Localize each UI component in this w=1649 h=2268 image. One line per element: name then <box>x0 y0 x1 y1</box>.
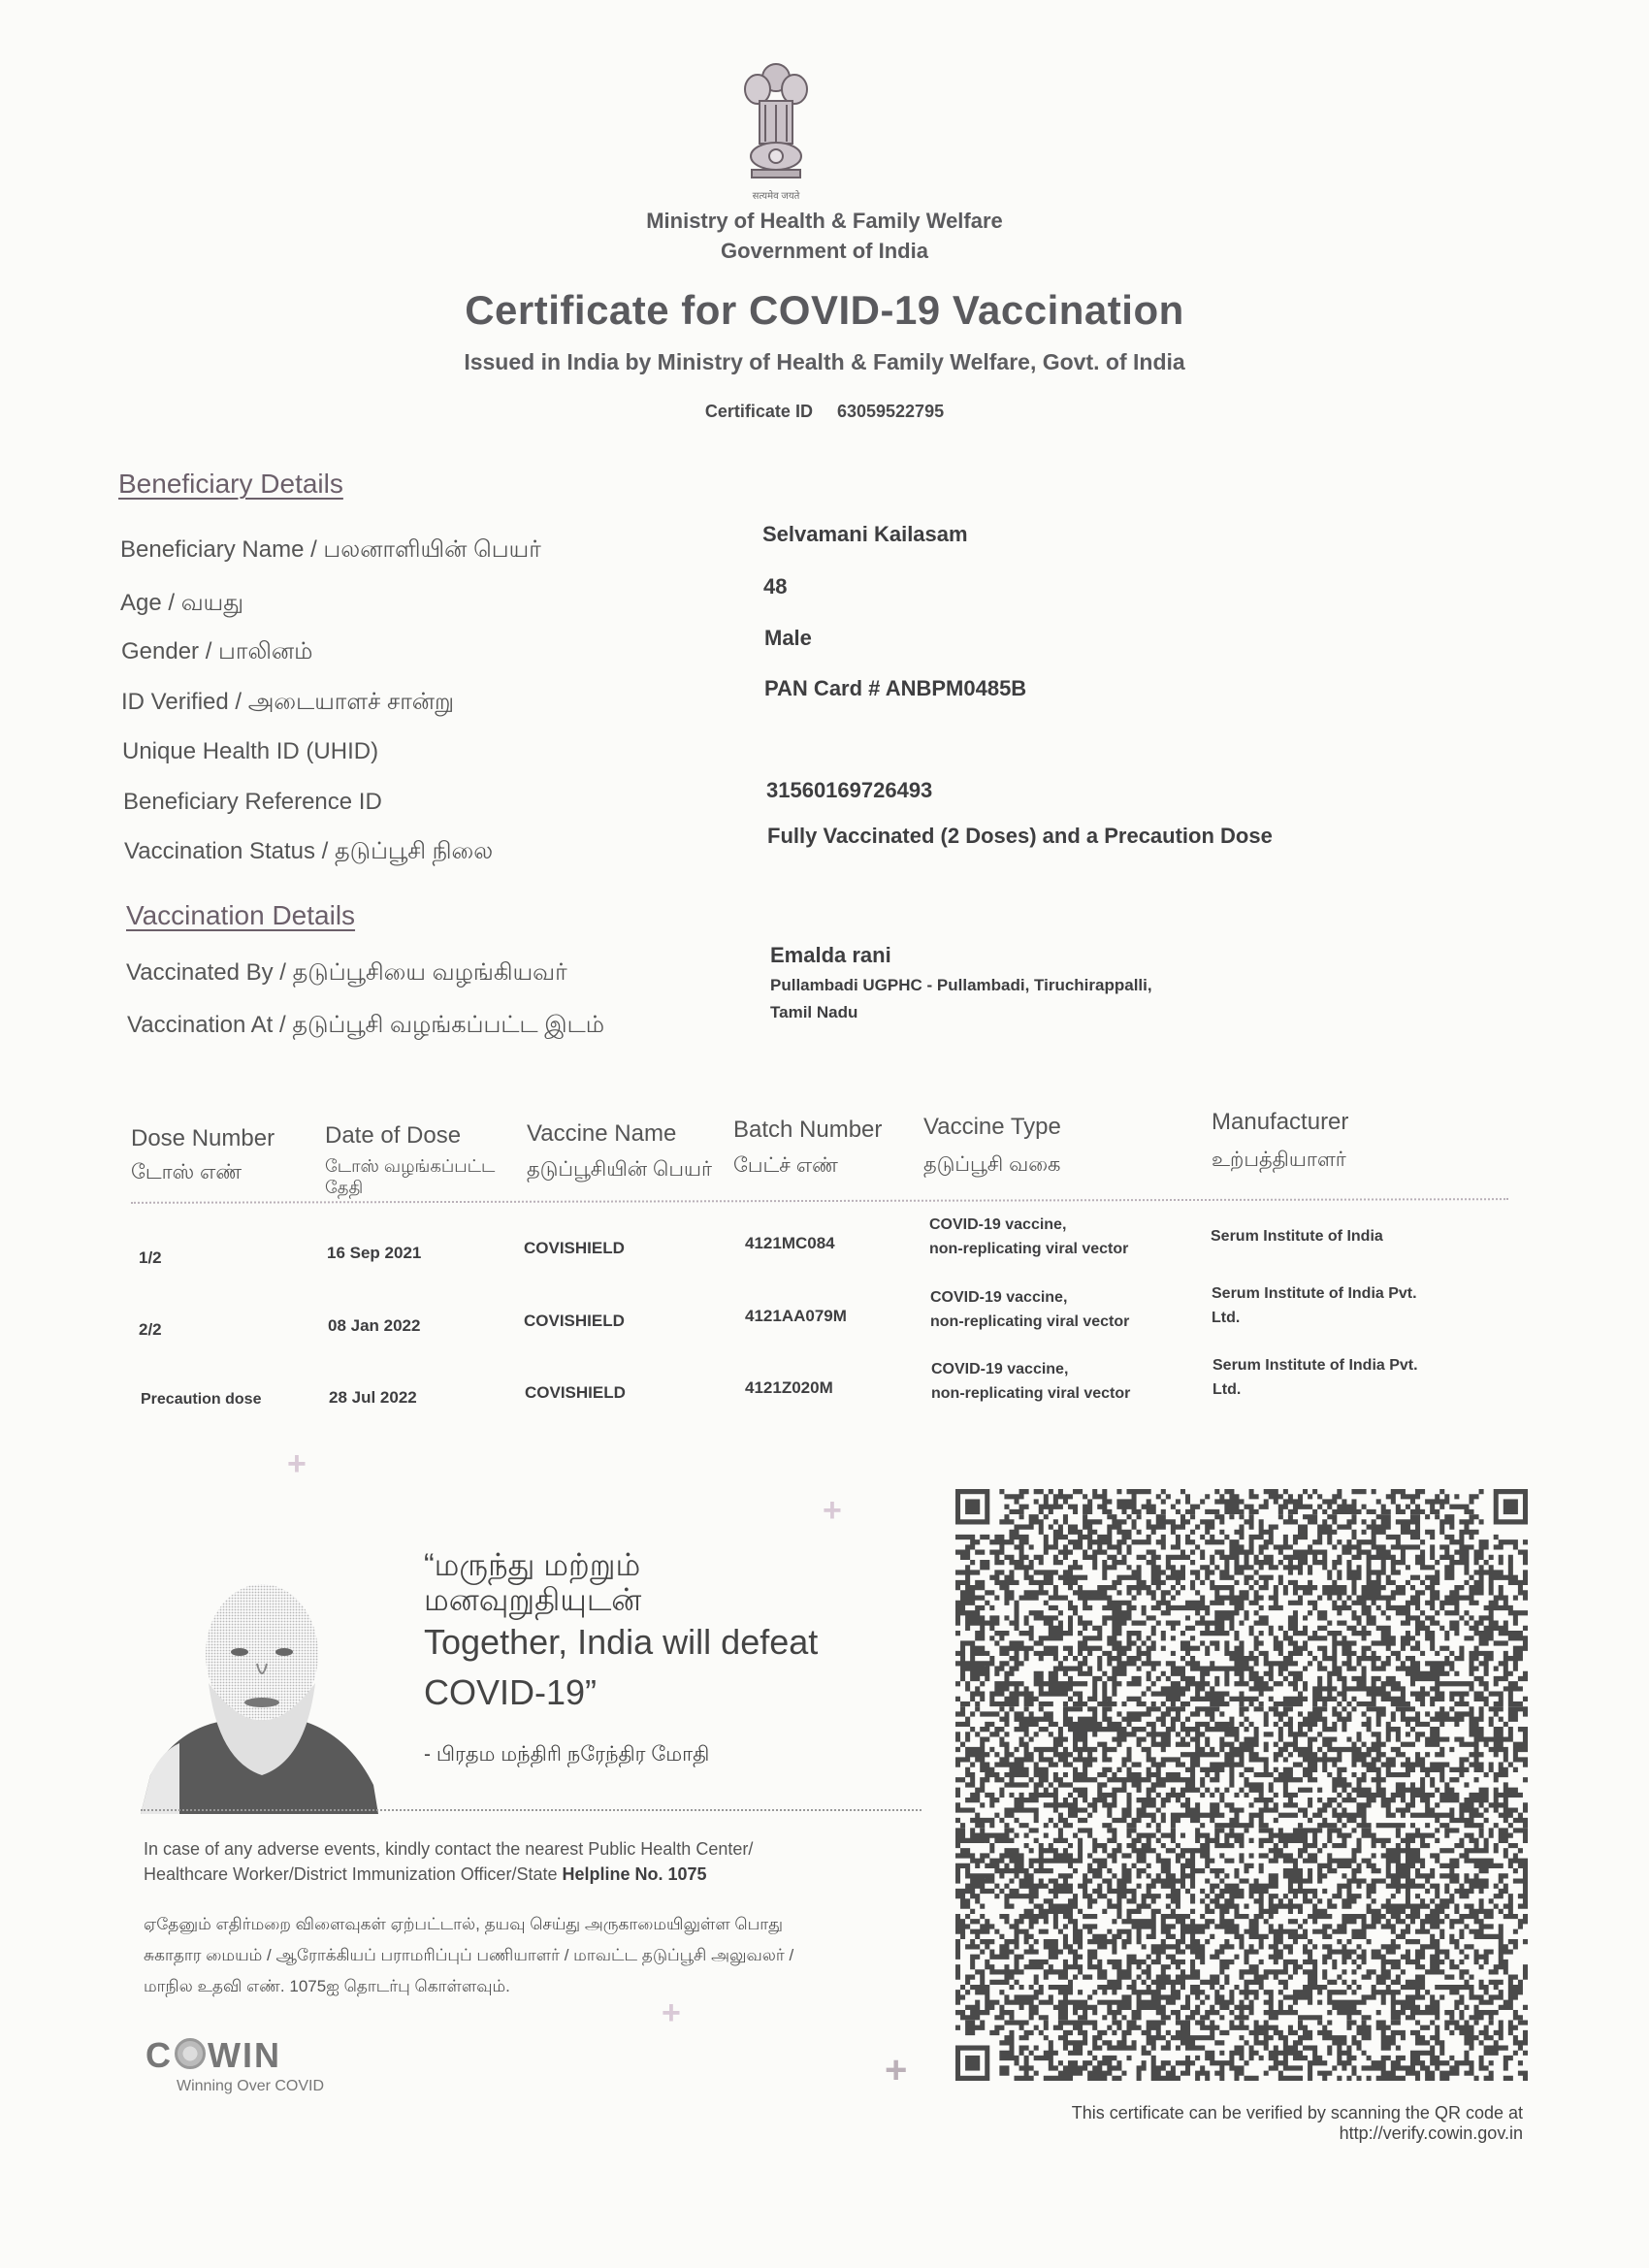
cell-type <box>931 1357 1130 1406</box>
beneficiary-name-label: Beneficiary Name / பலனாளியின் பெயர் <box>120 536 541 563</box>
cell-dose: 1/2 <box>139 1248 162 1267</box>
qr-finder-pattern <box>1494 1489 1528 1524</box>
verification-note <box>1072 2103 1523 2144</box>
header-vaccine-name <box>527 1120 712 1181</box>
vaccinated-at-label: Vaccination At / தடுப்பூசி வழங்கப்பட்ட இடம் <box>127 1012 604 1038</box>
reference-id-value: 31560169726493 <box>766 778 933 802</box>
quote-attribution: - பிரதம மந்திரி நரேந்திர மோதி <box>424 1743 710 1766</box>
beneficiary-section-title: Beneficiary Details <box>118 469 343 499</box>
government-name: Government of India <box>721 239 928 263</box>
cell-type-line1: COVID-19 vaccine, <box>929 1216 1067 1233</box>
quote-divider <box>141 1809 922 1811</box>
qr-finder-pattern <box>955 2046 989 2081</box>
header-type-en: Vaccine Type <box>923 1114 1061 1140</box>
header-type-ta: தடுப்பூசி வகை <box>923 1153 1061 1176</box>
header-dose-number-en: Dose Number <box>131 1125 275 1151</box>
cowin-logo <box>146 2035 324 2095</box>
quote-english-line2: COVID-19” <box>424 1672 598 1712</box>
qr-modules <box>955 1489 1528 2081</box>
age-value: 48 <box>763 574 788 599</box>
cowin-logo-c: C <box>146 2035 173 2075</box>
cell-manufacturer <box>1212 1281 1417 1330</box>
cell-mfr-line2: Ltd. <box>1212 1381 1242 1398</box>
uhid-label: Unique Health ID (UHID) <box>122 738 379 764</box>
cell-dose: Precaution dose <box>141 1391 262 1408</box>
qr-finder-pattern <box>955 1489 989 1524</box>
helpline-en-line2 <box>144 1862 753 1887</box>
cell-type-line1: COVID-19 vaccine, <box>930 1289 1068 1306</box>
quote-tamil <box>424 1547 641 1617</box>
beneficiary-name-value: Selvamani Kailasam <box>762 522 968 546</box>
cell-manufacturer <box>1211 1224 1383 1248</box>
page-title: Certificate for COVID-19 Vaccination <box>465 287 1184 333</box>
cell-type-line2: non-replicating viral vector <box>931 1385 1131 1402</box>
cell-type-line2: non-replicating viral vector <box>929 1241 1129 1257</box>
cell-mfr-line1: Serum Institute of India Pvt. <box>1212 1357 1418 1374</box>
cell-vaccine: COVISHIELD <box>524 1239 625 1257</box>
certificate-id-label: Certificate ID <box>704 402 813 421</box>
quote-tamil-line2: மனவுறுதியுடன் <box>424 1582 642 1617</box>
ministry-name: Ministry of Health & Family Welfare <box>646 209 1003 233</box>
header-vaccine-type <box>923 1114 1061 1176</box>
header-date-ta: டோஸ் வழங்கப்பட்ட தேதி <box>325 1156 496 1197</box>
quote-tamil-line1: “மருந்து மற்றும் <box>424 1547 641 1582</box>
quote-english-line1: Together, India will defeat <box>424 1622 819 1662</box>
cell-dose: 2/2 <box>139 1320 162 1339</box>
page-subtitle: Issued in India by Ministry of Health & Family Welfare, Govt. of India <box>464 349 1185 374</box>
vaccinated-at-line2: Tamil Nadu <box>770 1003 858 1021</box>
cowin-globe-icon <box>175 2038 206 2069</box>
cell-mfr-line2: Ltd. <box>1212 1310 1241 1326</box>
vaccinated-by-value: Emalda rani <box>770 943 891 967</box>
header-dose-number-ta: டோஸ் எண் <box>131 1161 242 1183</box>
reference-id-label: Beneficiary Reference ID <box>123 789 382 815</box>
emblem-motto: सत्यमेव जयते <box>752 191 800 202</box>
vaccinated-at-value <box>770 972 1152 1026</box>
cell-mfr-line1: Serum Institute of India <box>1211 1228 1383 1245</box>
header-vaccine-name-ta: தடுப்பூசியின் பெயர் <box>527 1158 712 1181</box>
plus-decoration-icon: + <box>823 1492 842 1529</box>
cell-date: 08 Jan 2022 <box>328 1316 421 1335</box>
cell-batch: 4121AA079M <box>745 1307 847 1325</box>
certificate-id-value: 63059522795 <box>836 402 945 421</box>
helpline-info-tamil <box>144 1909 793 2002</box>
age-label: Age / வயது <box>120 590 244 616</box>
cell-batch: 4121Z020M <box>745 1378 833 1397</box>
helpline-en-line1: In case of any adverse events, kindly contact the nearest Public Health Center/ <box>144 1839 754 1859</box>
vaccinated-by-label: Vaccinated By / தடுப்பூசியை வழங்கியவர் <box>126 959 567 986</box>
qr-code-graphic <box>955 1489 1528 2081</box>
header-batch-ta: பேட்ச் எண் <box>733 1154 838 1177</box>
header-manufacturer <box>1212 1109 1348 1171</box>
header-batch-en: Batch Number <box>733 1117 883 1143</box>
plus-decoration-icon: + <box>885 2049 908 2091</box>
quote-english <box>424 1617 818 1718</box>
cell-type <box>929 1213 1128 1261</box>
helpline-ta-line3: மாநில உதவி எண். 1075ஐ தொடர்பு கொள்ளவும். <box>144 1977 510 1995</box>
prime-minister-photo <box>141 1576 378 1814</box>
gender-label: Gender / பாலினம் <box>121 638 313 664</box>
cell-type-line2: non-replicating viral vector <box>930 1313 1130 1330</box>
cowin-tagline: Winning Over COVID <box>177 2078 325 2094</box>
helpline-number: Helpline No. 1075 <box>562 1864 707 1884</box>
header-date-en: Date of Dose <box>325 1122 462 1149</box>
header-batch-number <box>733 1117 882 1177</box>
header-mfr-en: Manufacturer <box>1212 1109 1349 1135</box>
verification-url[interactable]: http://verify.cowin.gov.in <box>1339 2123 1523 2143</box>
cell-batch: 4121MC084 <box>745 1234 835 1252</box>
vaccination-section-title: Vaccination Details <box>126 900 356 930</box>
cell-vaccine: COVISHIELD <box>524 1312 625 1330</box>
plus-decoration-icon: + <box>287 1445 307 1482</box>
header-vaccine-name-en: Vaccine Name <box>527 1120 677 1147</box>
vaccinated-at-line1: Pullambadi UGPHC - Pullambadi, Tiruchirappalli, <box>770 976 1152 994</box>
plus-decoration-icon: + <box>662 1994 681 2031</box>
cowin-logo-win: WIN <box>208 2035 281 2075</box>
helpline-ta-line1: ஏதேனும் எதிர்மறை விளைவுகள் ஏற்பட்டால், தயவு செய்து அருகாமையிலுள்ள பொது <box>144 1915 783 1933</box>
cell-vaccine: COVISHIELD <box>525 1383 626 1402</box>
header-dose-number <box>131 1125 275 1183</box>
certificate-id <box>0 402 1649 422</box>
header-date-of-dose <box>325 1122 519 1198</box>
cowin-logo-text <box>146 2035 324 2076</box>
qr-code[interactable] <box>955 1489 1528 2081</box>
verification-line1: This certificate can be verified by scanning the QR code at <box>1071 2103 1523 2122</box>
helpline-ta-line2: சுகாதார மையம் / ஆரோக்கியப் பராமரிப்புப் பணியாளர் / மாவட்ட தடுப்பூசி அலுவலர் / <box>144 1946 794 1964</box>
cell-date: 28 Jul 2022 <box>329 1388 417 1407</box>
helpline-info-english <box>144 1836 753 1887</box>
vaccination-status-value: Fully Vaccinated (2 Doses) and a Precaution Dose <box>767 824 1273 848</box>
helpline-en-line2-prefix: Healthcare Worker/District Immunization Officer/State <box>144 1864 563 1884</box>
cell-date: 16 Sep 2021 <box>327 1244 422 1262</box>
header-mfr-ta: உற்பத்தியாளர் <box>1212 1149 1346 1171</box>
cell-mfr-line1: Serum Institute of India Pvt. <box>1212 1285 1417 1302</box>
cell-manufacturer <box>1212 1353 1418 1402</box>
vaccination-status-label: Vaccination Status / தடுப்பூசி நிலை <box>124 838 494 864</box>
table-header-divider <box>131 1198 1508 1204</box>
id-verified-label: ID Verified / அடையாளச் சான்று <box>121 689 455 715</box>
cell-type <box>930 1285 1129 1334</box>
cell-type-line1: COVID-19 vaccine, <box>931 1361 1069 1377</box>
gender-value: Male <box>764 626 812 650</box>
national-emblem-icon <box>732 56 820 202</box>
id-verified-value: PAN Card # ANBPM0485B <box>764 676 1027 700</box>
